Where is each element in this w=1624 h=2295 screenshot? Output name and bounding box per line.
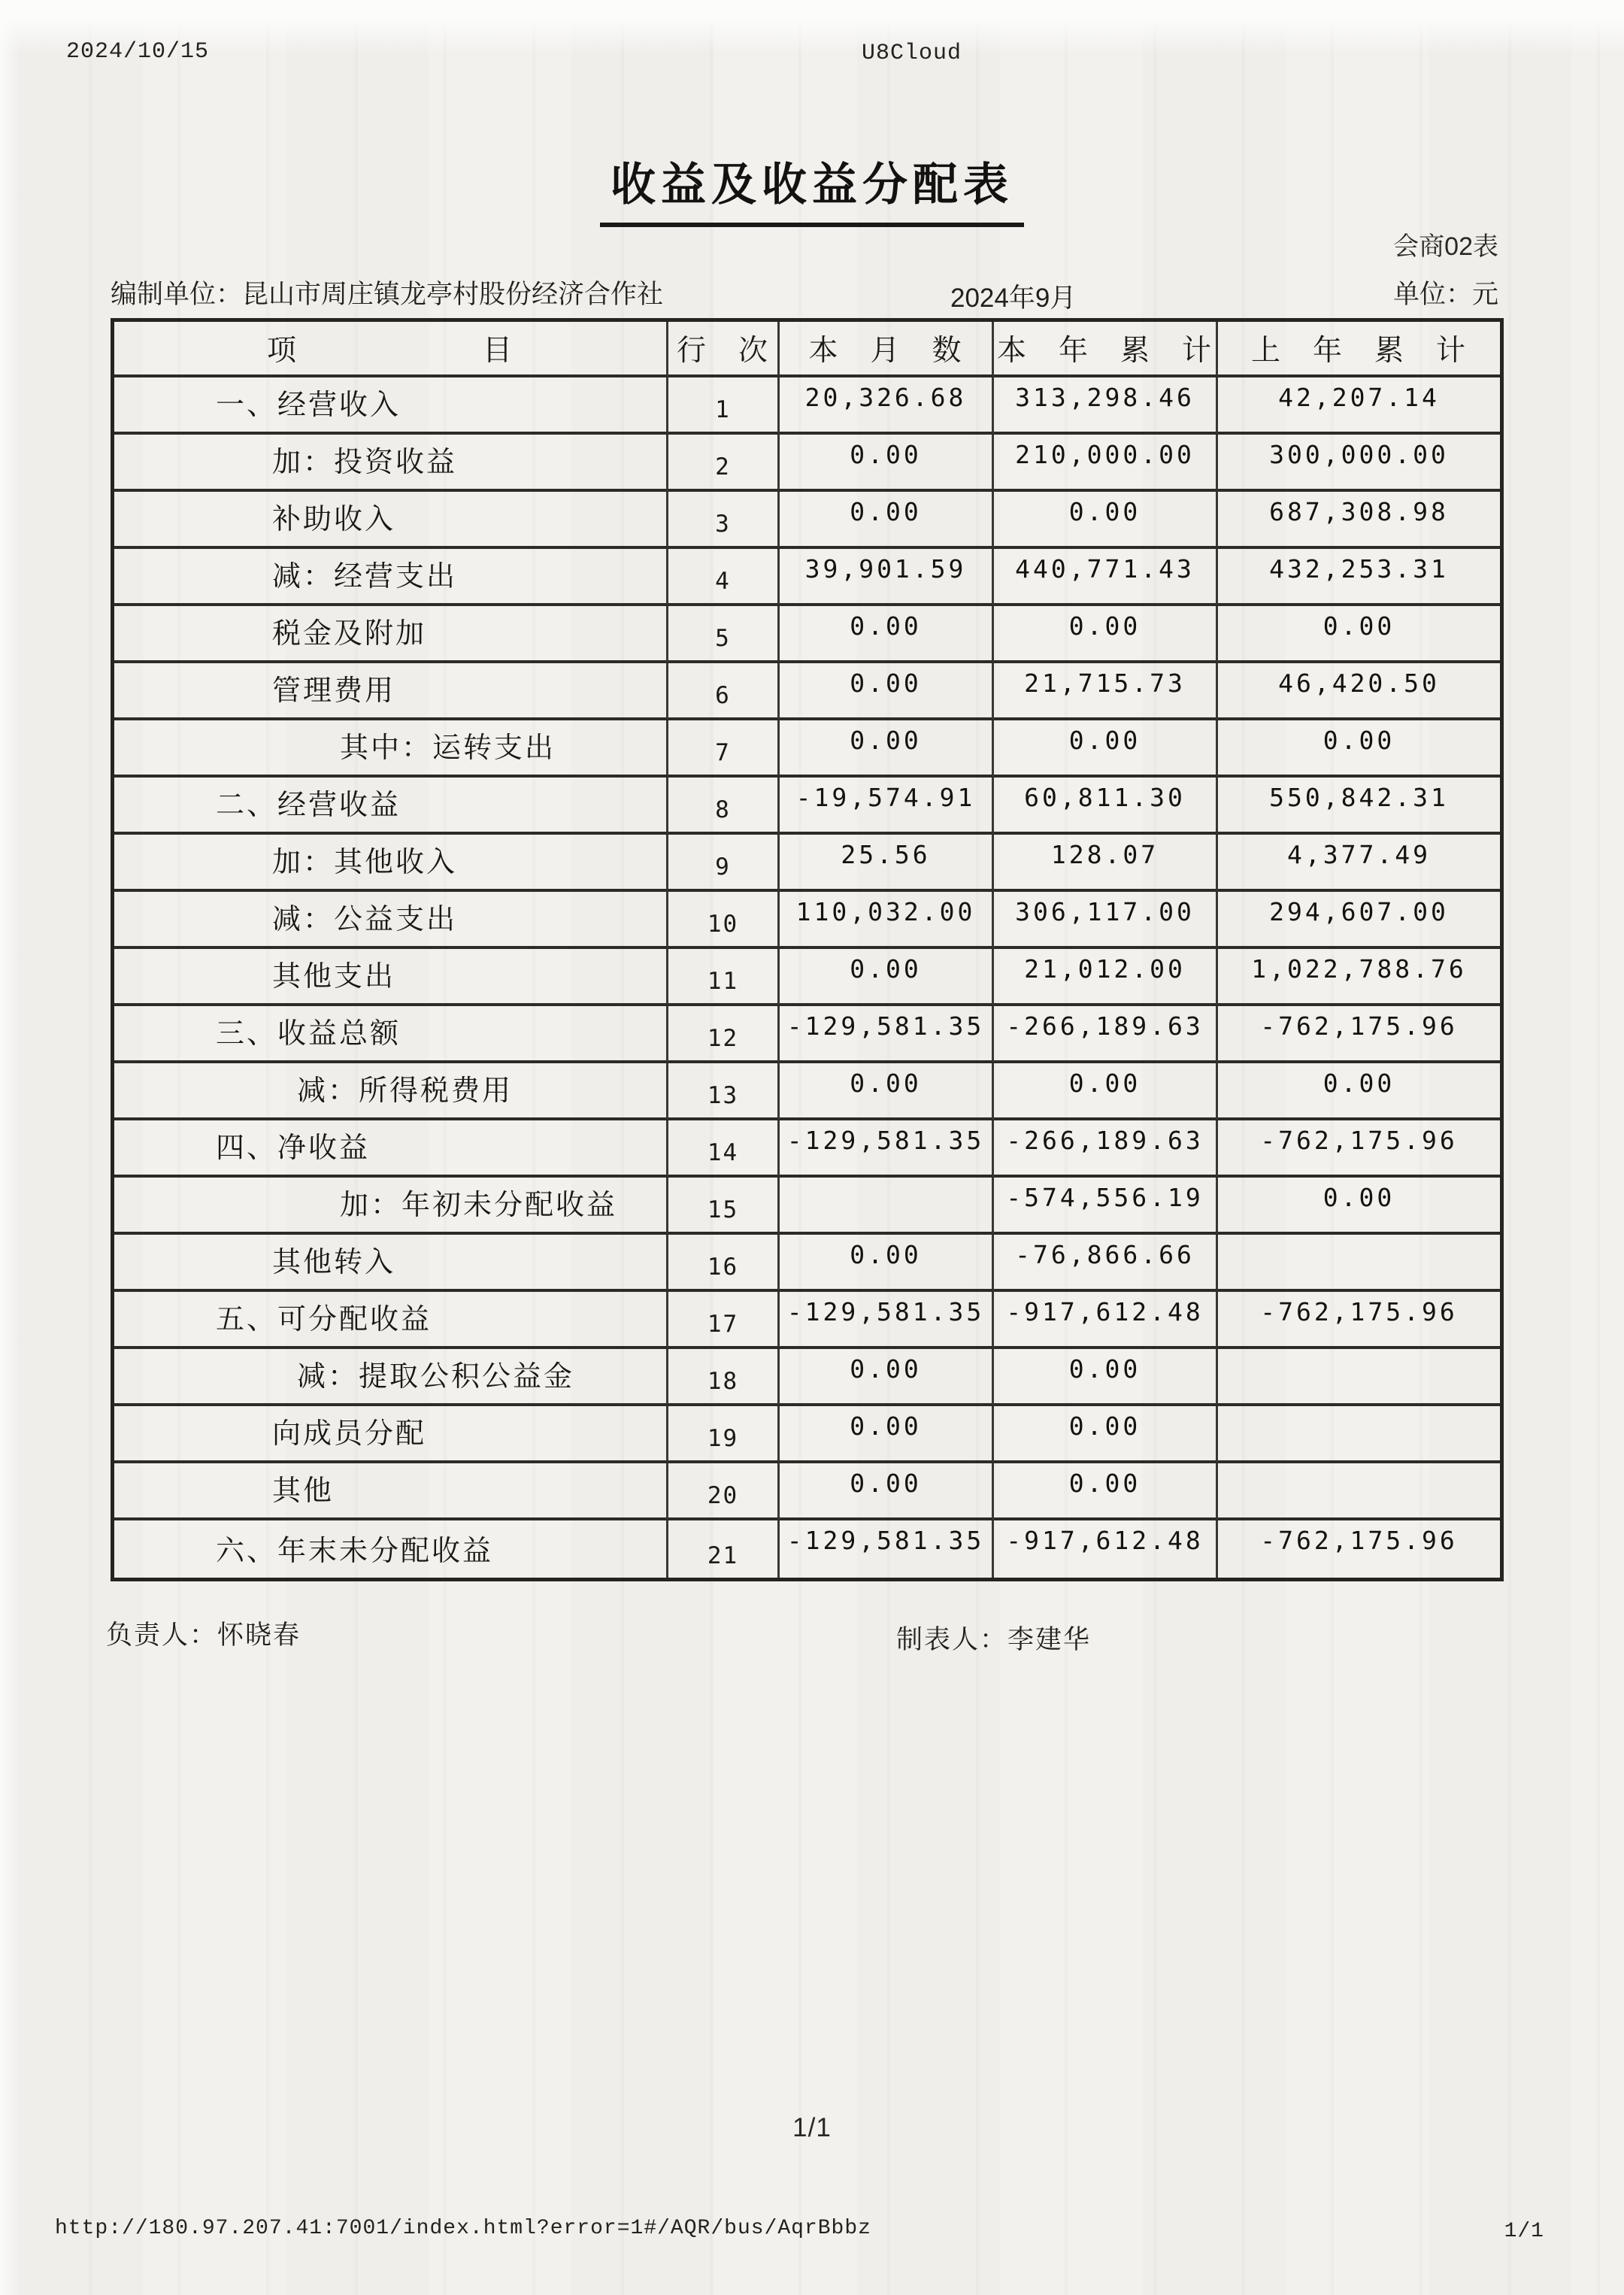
- line-no-cell: 7: [668, 720, 780, 778]
- item-cell: 税金及附加: [114, 606, 668, 663]
- header-item: 项 目: [114, 322, 668, 377]
- item-cell: 三、收益总额: [114, 1006, 668, 1063]
- month-value-cell: 0.00: [780, 1235, 994, 1292]
- prev-year-value-cell: [1218, 1406, 1500, 1463]
- tabulator-label: 制表人：: [896, 1625, 1008, 1654]
- footer-url: http://180.97.207.41:7001/index.html?error=1#/AQR/bus/AqrBbbz: [55, 2217, 871, 2240]
- item-cell: 六、年末未分配收益: [114, 1520, 668, 1578]
- item-cell: 五、可分配收益: [114, 1292, 668, 1349]
- ytd-value-cell: 0.00: [994, 1063, 1218, 1120]
- header-current-month: 本 月 数: [780, 322, 994, 377]
- prev-year-value-cell: 4,377.49: [1218, 835, 1500, 892]
- unit-label: 单位：元: [1392, 280, 1498, 309]
- line-no-cell: 19: [668, 1406, 780, 1463]
- prev-year-value-cell: -762,175.96: [1218, 1006, 1500, 1063]
- line-no-cell: 1: [668, 377, 780, 435]
- ytd-value-cell: 0.00: [994, 1406, 1218, 1463]
- prev-year-value-cell: 0.00: [1218, 606, 1500, 663]
- ytd-value-cell: -574,556.19: [994, 1178, 1218, 1235]
- month-value-cell: [780, 1178, 994, 1235]
- org-label: 编制单位：: [111, 280, 243, 309]
- prev-year-value-cell: -762,175.96: [1218, 1292, 1500, 1349]
- line-no-cell: 9: [668, 835, 780, 892]
- ytd-value-cell: 210,000.00: [994, 435, 1218, 492]
- item-cell: 减：公益支出: [114, 892, 668, 949]
- print-date: 2024/10/15: [66, 39, 210, 65]
- prev-year-value-cell: -762,175.96: [1218, 1120, 1500, 1178]
- tabulator-name: 李建华: [1007, 1625, 1092, 1654]
- item-cell: 其他: [114, 1463, 668, 1520]
- header-year-to-date: 本 年 累 计: [994, 322, 1218, 377]
- income-distribution-table: [111, 318, 1504, 1581]
- month-value-cell: 0.00: [780, 949, 994, 1006]
- ytd-value-cell: 128.07: [994, 835, 1218, 892]
- item-cell: 减：提取公积公益金: [114, 1349, 668, 1406]
- prev-year-value-cell: 0.00: [1218, 1178, 1500, 1235]
- prev-year-value-cell: 0.00: [1218, 1063, 1500, 1120]
- footer-page-number: 1/1: [1504, 2220, 1544, 2243]
- prev-year-value-cell: 294,607.00: [1218, 892, 1500, 949]
- item-cell: 减：经营支出: [114, 549, 668, 606]
- report-title-row: [0, 149, 1624, 227]
- prev-year-value-cell: -762,175.96: [1260, 1526, 1458, 1555]
- prev-year-value-cell: [1218, 1463, 1500, 1520]
- ytd-value-cell: -266,189.63: [994, 1006, 1218, 1063]
- line-no-cell: 20: [668, 1463, 780, 1520]
- header-line-no: 行 次: [668, 322, 780, 377]
- item-cell: 加：其他收入: [114, 835, 668, 892]
- line-no-cell: 18: [668, 1349, 780, 1406]
- prev-year-value-cell: 46,420.50: [1218, 663, 1500, 720]
- month-value-cell: 39,901.59: [780, 549, 994, 606]
- line-no-cell: 2: [668, 435, 780, 492]
- table-header-row: [114, 322, 1500, 377]
- ytd-value-cell: 0.00: [994, 1463, 1218, 1520]
- item-cell: 其他转入: [114, 1235, 668, 1292]
- line-no-cell: 6: [668, 663, 780, 720]
- ytd-value-cell: 440,771.43: [994, 549, 1218, 606]
- report-period: 2024年9月: [950, 283, 1077, 313]
- line-no-cell: 13: [668, 1063, 780, 1120]
- page-indicator: 1/1: [792, 2113, 832, 2142]
- month-value-cell: -19,574.91: [780, 778, 994, 835]
- prev-year-value-cell: 550,842.31: [1218, 778, 1500, 835]
- org-name: 昆山市周庄镇龙亭村股份经济合作社: [242, 280, 664, 309]
- item-cell: 向成员分配: [114, 1406, 668, 1463]
- line-no-cell: 12: [668, 1006, 780, 1063]
- prev-year-value-cell: 0.00: [1218, 720, 1500, 778]
- table-body: [114, 377, 1500, 1578]
- ytd-value-cell: -917,612.48: [994, 1520, 1218, 1578]
- ytd-value-cell: 0.00: [994, 606, 1218, 663]
- responsible-line: [106, 1614, 301, 1652]
- item-cell: 管理费用: [114, 663, 668, 720]
- ytd-value-cell: 306,117.00: [994, 892, 1218, 949]
- month-value-cell: -129,581.35: [780, 1120, 994, 1178]
- month-value-cell: -129,581.35: [780, 1520, 994, 1578]
- ytd-value-cell: 0.00: [994, 720, 1218, 778]
- line-no-cell: 8: [668, 778, 780, 835]
- item-cell: 减：所得税费用: [114, 1063, 668, 1120]
- line-no-cell: 10: [668, 892, 780, 949]
- month-value-cell: 25.56: [780, 835, 994, 892]
- month-value-cell: 20,326.68: [780, 377, 994, 435]
- item-cell: 四、净收益: [114, 1120, 668, 1178]
- line-no-cell: 3: [668, 492, 780, 549]
- prev-year-value-cell: 42,207.14: [1218, 377, 1500, 435]
- ytd-value-cell: 0.00: [994, 492, 1218, 549]
- item-cell: 二、经营收益: [114, 778, 668, 835]
- item-cell: 其他支出: [114, 949, 668, 1006]
- prev-year-value-cell: 687,308.98: [1218, 492, 1500, 549]
- ytd-value-cell: -76,866.66: [994, 1235, 1218, 1292]
- month-value-cell: -129,581.35: [780, 1292, 994, 1349]
- month-value-cell: 0.00: [780, 435, 994, 492]
- prev-year-value-cell: [1218, 1235, 1500, 1292]
- item-cell: 加：投资收益: [114, 435, 668, 492]
- ytd-value-cell: 21,012.00: [994, 949, 1218, 1006]
- responsible-label: 负责人：: [106, 1620, 218, 1650]
- ytd-value-cell: 0.00: [994, 1349, 1218, 1406]
- org-line: [111, 274, 663, 311]
- responsible-name: 怀晓春: [217, 1620, 301, 1650]
- line-no-cell: 11: [668, 949, 780, 1006]
- line-no-cell: 4: [668, 549, 780, 606]
- ytd-value-cell: 313,298.46: [994, 377, 1218, 435]
- month-value-cell: 0.00: [780, 492, 994, 549]
- prev-year-value-cell: 432,253.31: [1218, 549, 1500, 606]
- prev-year-value-cell: [1218, 1349, 1500, 1406]
- month-value-cell: 110,032.00: [780, 892, 994, 949]
- report-title: 收益及收益分配表: [600, 149, 1024, 227]
- month-value-cell: 0.00: [780, 606, 994, 663]
- month-value-cell: 0.00: [780, 663, 994, 720]
- line-no-cell: 16: [668, 1235, 780, 1292]
- app-name: U8Cloud: [862, 41, 962, 66]
- ytd-value-cell: 60,811.30: [994, 778, 1218, 835]
- item-cell: 补助收入: [114, 492, 668, 549]
- tabulator-line: [896, 1619, 1091, 1657]
- line-no-cell: 14: [668, 1120, 780, 1178]
- month-value-cell: 0.00: [780, 1063, 994, 1120]
- form-code: 会商02表: [1393, 232, 1498, 261]
- month-value-cell: 0.00: [780, 720, 994, 778]
- month-value-cell: 0.00: [780, 1406, 994, 1463]
- line-no-cell: 5: [668, 606, 780, 663]
- month-value-cell: 0.00: [780, 1349, 994, 1406]
- item-cell: 其中：运转支出: [114, 720, 668, 778]
- line-no-cell: 15: [668, 1178, 780, 1235]
- item-cell: 一、经营收入: [114, 377, 668, 435]
- header-prev-year: 上 年 累 计: [1218, 322, 1500, 377]
- item-cell: 加：年初未分配收益: [114, 1178, 668, 1235]
- line-no-cell: 17: [668, 1292, 780, 1349]
- line-no-cell: 21: [668, 1520, 780, 1578]
- month-value-cell: -129,581.35: [780, 1006, 994, 1063]
- ytd-value-cell: -917,612.48: [994, 1292, 1218, 1349]
- ytd-value-cell: 21,715.73: [994, 663, 1218, 720]
- ytd-value-cell: -266,189.63: [994, 1120, 1218, 1178]
- prev-year-value-cell: 1,022,788.76: [1218, 949, 1500, 1006]
- month-value-cell: 0.00: [780, 1463, 994, 1520]
- prev-year-value-cell: 300,000.00: [1218, 435, 1500, 492]
